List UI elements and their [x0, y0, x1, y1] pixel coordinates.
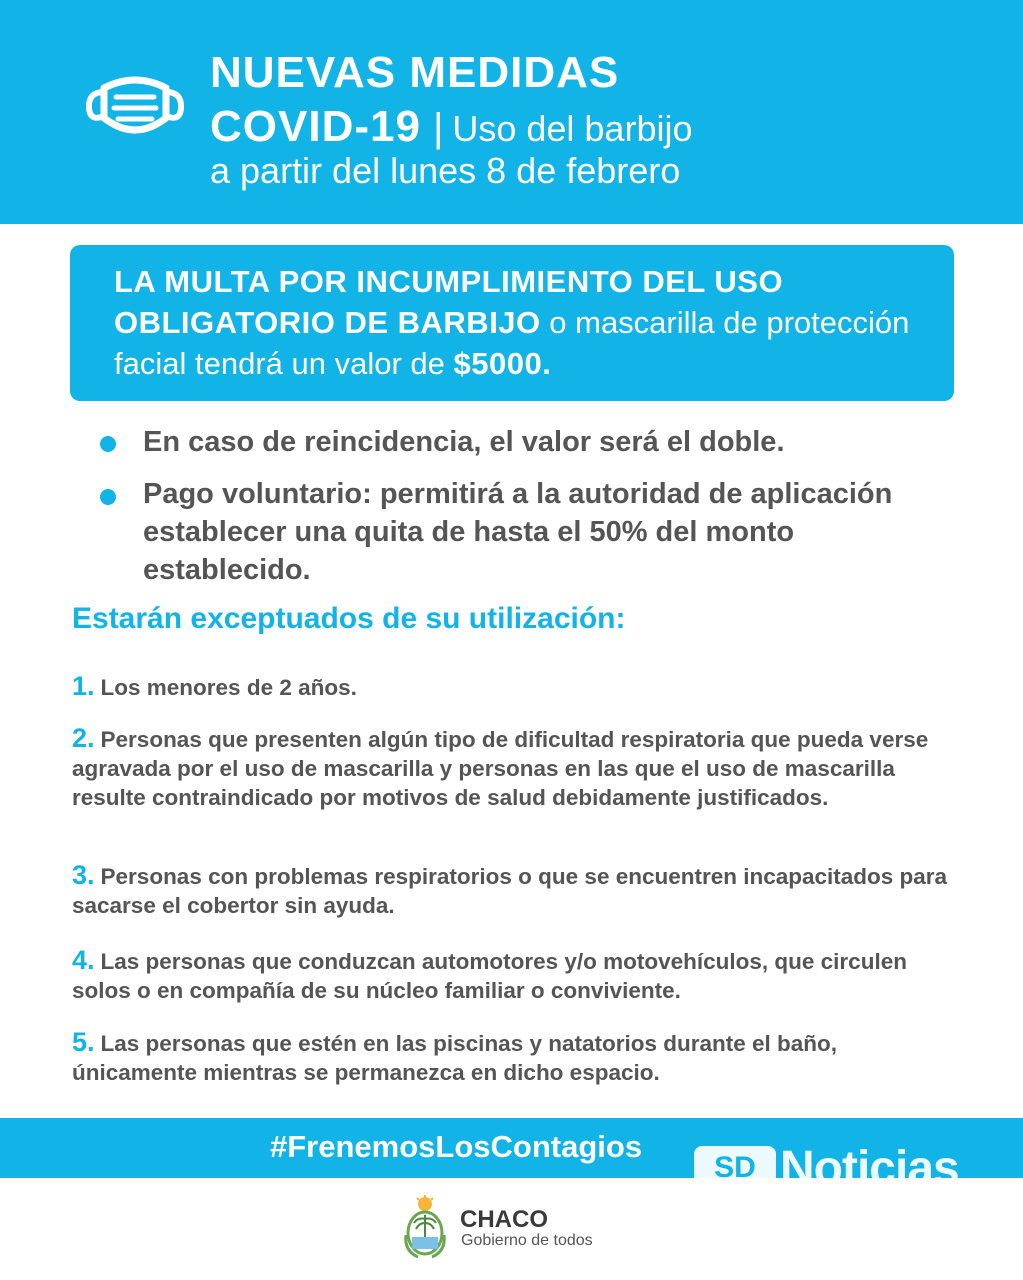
exception-item: [72, 1028, 962, 1087]
exception-number: 2.: [72, 723, 95, 753]
headline-topic: Uso del barbijo: [452, 108, 693, 149]
exception-text: Las personas que conduzcan automotores y/o motovehículos, que circulen solos o en compañía de su núcleo familiar o conviviente.: [72, 949, 907, 1003]
fine-amount: $5000.: [453, 346, 552, 381]
headline-date: a partir del lunes 8 de febrero: [210, 150, 681, 191]
fine-notice-box: [70, 245, 954, 401]
exception-number: 3.: [72, 860, 95, 890]
watermark: [694, 1143, 959, 1193]
org-tagline: Gobierno de todos: [461, 1232, 593, 1249]
exception-item: [72, 861, 962, 920]
bullet-dot: [100, 436, 116, 452]
chaco-crest-icon: [400, 1195, 450, 1261]
hashtag: #FrenemosLosContagios: [270, 1129, 643, 1164]
fine-notice-regular: o mascarilla de protección facial tendrá un valor de: [114, 305, 910, 381]
bullet-voluntary-payment: Pago voluntario: permitirá a la autoridad de aplicación establecer una quita de hasta el 50% del monto establecido.: [143, 478, 893, 586]
headline-separator: |: [432, 106, 445, 150]
exceptions-title: Estarán exceptuados de su utilización:: [72, 602, 626, 635]
bullet-dot: [100, 489, 116, 505]
fine-notice-bold: LA MULTA POR INCUMPLIMIENTO DEL USO OBLIGATORIO DE BARBIJO: [114, 264, 784, 340]
exception-text: Los menores de 2 años.: [100, 675, 357, 700]
exception-item: [72, 724, 962, 812]
exception-number: 1.: [72, 671, 95, 701]
watermark-text: Noticias: [780, 1141, 959, 1195]
org-name: CHACO: [460, 1206, 548, 1233]
exception-text: Las personas que estén en las piscinas y natatorios durante el baño, únicamente mientras se permanezca en dicho espacio.: [72, 1031, 838, 1085]
watermark-logo: SD: [694, 1146, 776, 1190]
exception-number: 4.: [72, 945, 95, 975]
headline-covid: COVID-19: [210, 102, 421, 151]
headline-line-2: [210, 102, 692, 152]
exception-text: Personas con problemas respiratorios o que se encuentren incapacitados para sacarse el cobertor sin ayuda.: [72, 864, 948, 918]
exception-item: [72, 946, 962, 1005]
face-mask-icon: [84, 70, 186, 148]
fine-notice-text: [114, 261, 934, 384]
headline-line-1: NUEVAS MEDIDAS: [210, 48, 620, 97]
exception-number: 5.: [72, 1027, 95, 1057]
exception-text: Personas que presenten algún tipo de dificultad respiratoria que pueda verse agravada por el uso de mascarilla y personas en las que el uso de mascarilla resulte contraindicado por motivos de salud debidamente justificados.: [72, 727, 929, 810]
header-banner: [0, 0, 1023, 224]
exception-item: [72, 672, 962, 702]
bullet-reincidence: En caso de reincidencia, el valor será el doble.: [143, 426, 785, 458]
